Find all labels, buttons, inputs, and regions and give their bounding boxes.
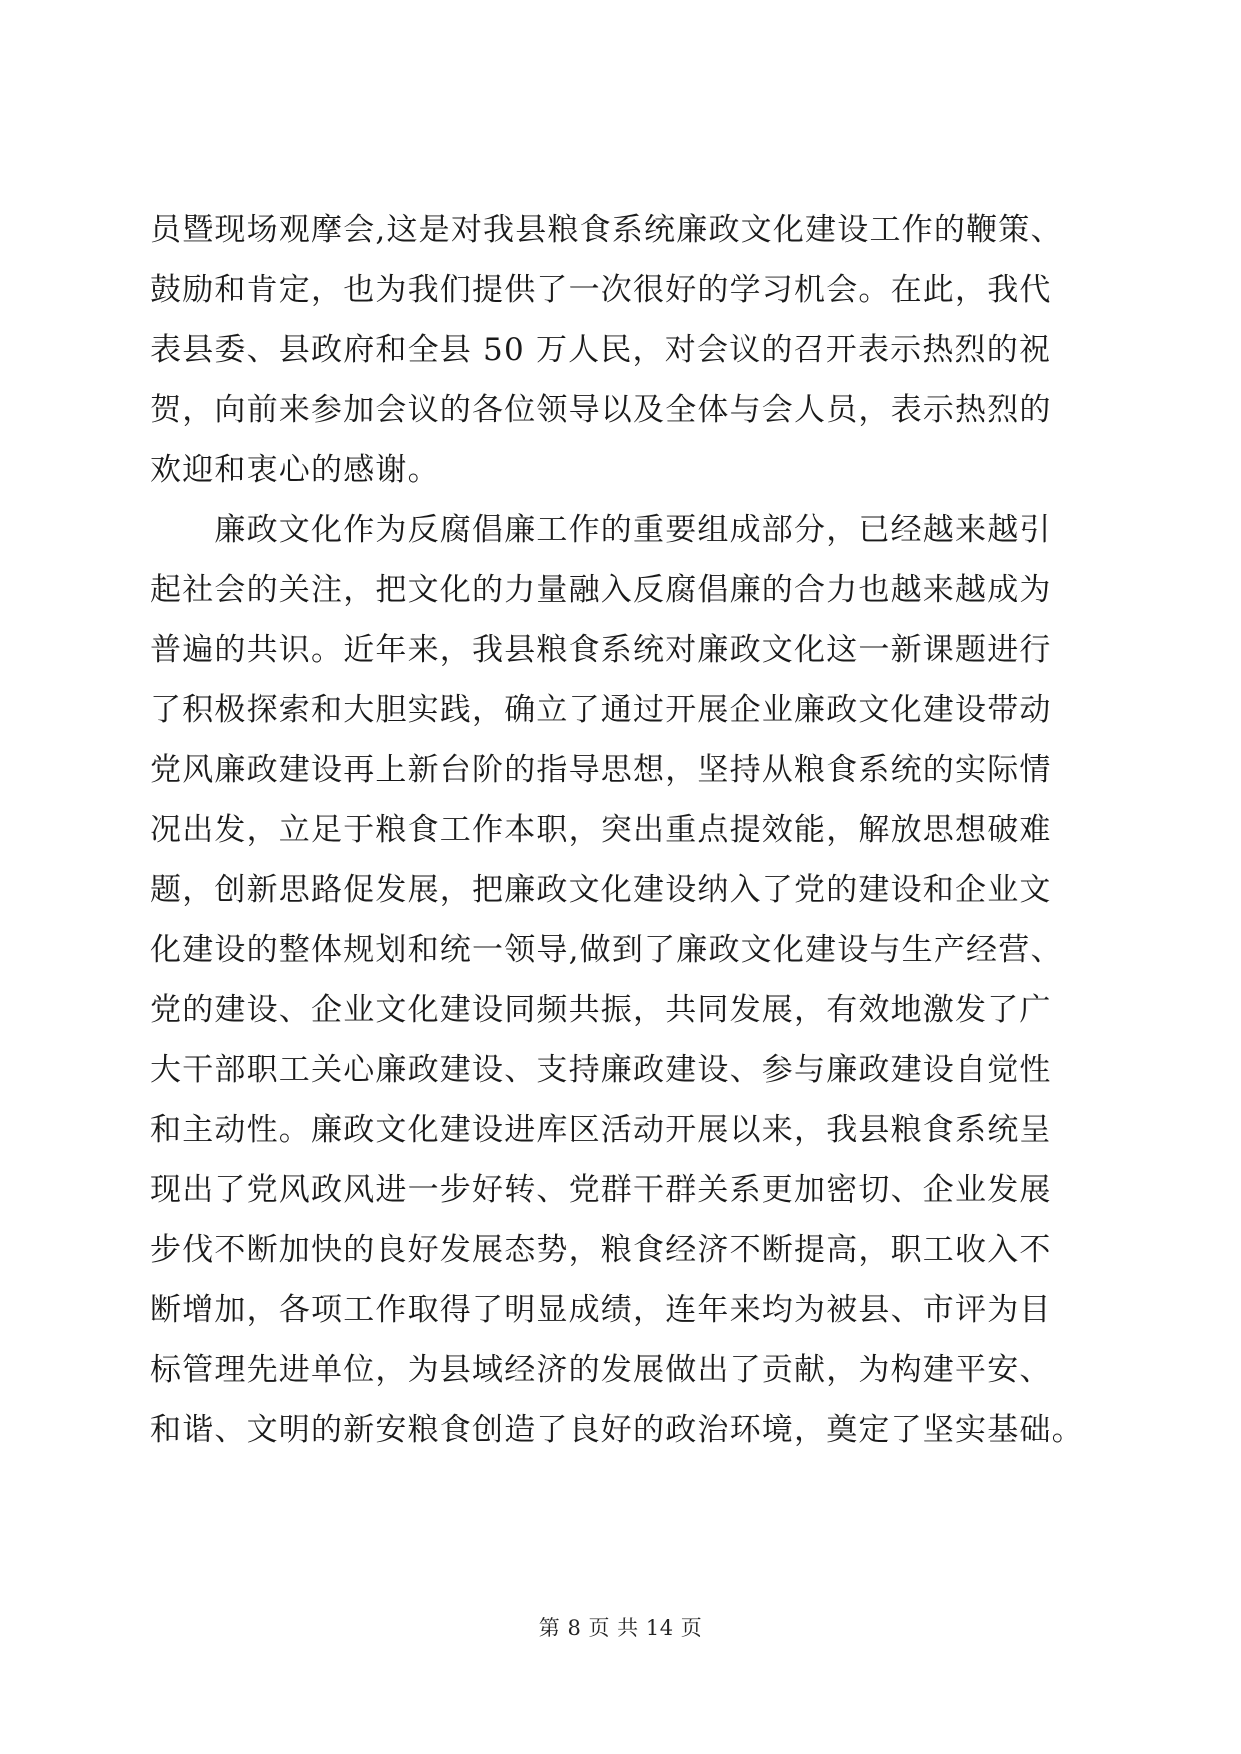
text-line: 标管理先进单位，为县域经济的发展做出了贡献，为构建平安、 [150, 1352, 1052, 1388]
text-line: 党的建设、企业文化建设同频共振，共同发展，有效地激发了广 [150, 992, 1052, 1028]
text-line: 欢迎和衷心的感谢。 [150, 452, 440, 488]
text-line: 和谐、文明的新安粮食创造了良好的政治环境，奠定了坚实基础。 [150, 1412, 1084, 1448]
text-line: 贺，向前来参加会议的各位领导以及全体与会人员，表示热烈的 [150, 392, 1052, 428]
text-line: 普遍的共识。近年来，我县粮食系统对廉政文化这一新课题进行 [150, 632, 1052, 668]
text-line: 了积极探索和大胆实践，确立了通过开展企业廉政文化建设带动 [150, 692, 1052, 728]
text-line: 党风廉政建设再上新台阶的指导思想，坚持从粮食系统的实际情 [150, 752, 1052, 788]
text-line: 断增加，各项工作取得了明显成绩，连年来均为被县、市评为目 [150, 1292, 1052, 1328]
text-line: 鼓励和肯定，也为我们提供了一次很好的学习机会。在此，我代 [150, 272, 1052, 308]
text-line: 大干部职工关心廉政建设、支持廉政建设、参与廉政建设自觉性 [150, 1052, 1052, 1088]
body-text [150, 200, 1090, 1460]
text-line: 和主动性。廉政文化建设进库区活动开展以来，我县粮食系统呈 [150, 1112, 1052, 1148]
text-line: 起社会的关注，把文化的力量融入反腐倡廉的合力也越来越成为 [150, 572, 1052, 608]
text-line: 题，创新思路促发展，把廉政文化建设纳入了党的建设和企业文 [150, 872, 1052, 908]
text-line: 况出发，立足于粮食工作本职，突出重点提效能，解放思想破难 [150, 812, 1052, 848]
text-line: 化建设的整体规划和统一领导,做到了廉政文化建设与生产经营、 [150, 932, 1063, 968]
page-number-footer: 第 8 页 共 14 页 [538, 1616, 703, 1640]
text-line: 步伐不断加快的良好发展态势，粮食经济不断提高，职工收入不 [150, 1232, 1052, 1268]
text-line: 现出了党风政风进一步好转、党群干群关系更加密切、企业发展 [150, 1172, 1052, 1208]
text-line: 员暨现场观摩会,这是对我县粮食系统廉政文化建设工作的鞭策、 [150, 212, 1063, 248]
paragraph-start-line: 廉政文化作为反腐倡廉工作的重要组成部分，已经越来越引 [150, 512, 1052, 548]
text-line: 表县委、县政府和全县 50 万人民，对会议的召开表示热烈的祝 [150, 332, 1052, 368]
